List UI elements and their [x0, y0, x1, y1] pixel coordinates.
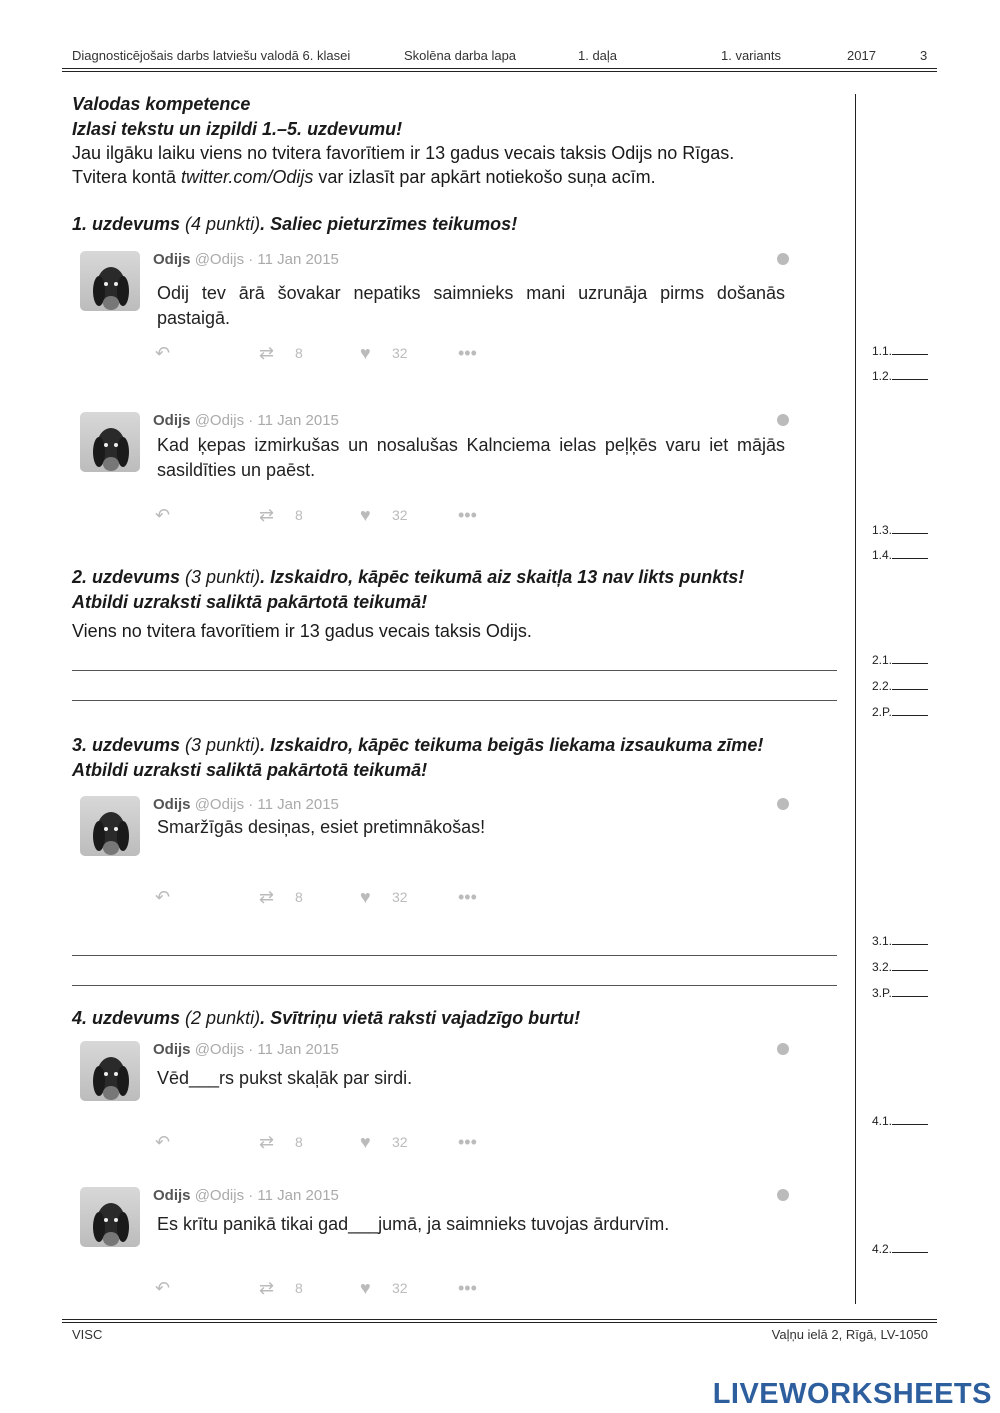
header-variant: 1. variants [721, 48, 781, 63]
heart-icon[interactable]: ♥ [360, 1278, 371, 1298]
answer-line[interactable] [72, 700, 837, 701]
globe-icon [777, 798, 789, 810]
tweet-header [153, 1041, 339, 1058]
retweet-count: 8 [295, 1134, 303, 1150]
reply-icon[interactable]: ↶ [155, 887, 171, 907]
tweet-text: Odij tev ārā šovakar nepatiks saimnieks mani uzrunāja pirms došanās pastaigā. [157, 283, 785, 328]
dog-avatar [80, 251, 140, 311]
globe-icon [777, 414, 789, 426]
intro-line-2-a: Tvitera kontā [72, 167, 182, 187]
retweet-count: 8 [295, 507, 303, 523]
score-field[interactable] [872, 522, 928, 537]
retweet-count: 8 [295, 345, 303, 361]
globe-icon [777, 1189, 789, 1201]
intro-line-2-b: var izlasīt par apkārt notiekošo suņa acīm. [313, 167, 656, 187]
score-field[interactable] [872, 959, 928, 974]
task-1-text: . Saliec pieturzīmes teikumos! [260, 214, 518, 234]
like-count: 32 [392, 889, 408, 905]
tweet-text: Kad ķepas izmirkušas un nosalušas Kalnciema ielas peļķēs varu iet mājās sasildīties un paēst. [157, 435, 785, 480]
task-4-title [72, 1008, 580, 1029]
score-field[interactable] [872, 985, 928, 1000]
tweet-header [153, 1187, 339, 1204]
dog-avatar [80, 796, 140, 856]
answer-line[interactable] [72, 985, 837, 986]
tweet-header [153, 796, 339, 813]
intro-line-2 [72, 167, 656, 188]
header-rule [62, 68, 937, 69]
header-year: 2017 [847, 48, 876, 63]
task-1-points: (4 punkti) [180, 214, 261, 234]
reply-icon[interactable]: ↶ [155, 505, 171, 525]
retweet-count: 8 [295, 1280, 303, 1296]
score-label: 4.2. [872, 1242, 893, 1256]
header-part: 1. daļa [578, 48, 618, 63]
section-heading: Valodas kompetence [72, 94, 251, 114]
tweet-header [153, 412, 339, 429]
tweet-handle[interactable]: @Odijs [194, 1187, 245, 1204]
more-icon[interactable]: ••• [458, 343, 477, 363]
header-title: Diagnosticējošais darbs latviešu valodā 6. klasei [72, 48, 351, 63]
like-count: 32 [392, 1134, 408, 1150]
task-4-num: 4. uzdevums [72, 1008, 181, 1028]
intro-line-1: Jau ilgāku laiku viens no tvitera favorītiem ir 13 gadus vecais taksis Odijs no Rīgas. [72, 143, 735, 163]
tweet-handle[interactable]: @Odijs [194, 412, 245, 429]
liveworksheets-logo[interactable]: LIVEWORKSHEETS [712, 1378, 992, 1410]
task-1-title [72, 214, 517, 235]
score-field[interactable] [872, 1113, 928, 1128]
score-field[interactable] [872, 1241, 928, 1256]
retweet-icon[interactable]: ⇄ [259, 887, 275, 907]
score-field[interactable] [872, 933, 928, 948]
like-count: 32 [392, 345, 408, 361]
tweet-handle[interactable]: @Odijs [194, 796, 245, 813]
tweet-author[interactable]: Odijs [153, 412, 191, 429]
reply-icon[interactable]: ↶ [155, 1278, 171, 1298]
score-field[interactable] [872, 678, 928, 693]
like-count: 32 [392, 507, 408, 523]
task-3-num: 3. uzdevums [72, 735, 181, 755]
globe-icon [777, 1043, 789, 1055]
twitter-link[interactable]: twitter.com/Odijs [181, 167, 314, 187]
dog-avatar [80, 412, 140, 472]
task-2-text2: Atbildi uzraksti saliktā pakārtotā teikumā! [72, 592, 428, 612]
score-field[interactable] [872, 547, 928, 562]
tweet-text: Vēd___rs pukst skaļāk par sirdi. [157, 1068, 413, 1088]
task-2-sentence: Viens no tvitera favorītiem ir 13 gadus vecais taksis Odijs. [72, 621, 532, 641]
task-2-text: . Izskaidro, kāpēc teikumā aiz skaitļa 13 nav likts punkts! [260, 567, 745, 587]
instruction: Izlasi tekstu un izpildi 1.–5. uzdevumu! [72, 119, 403, 139]
retweet-icon[interactable]: ⇄ [259, 1132, 275, 1152]
task-3-title [72, 735, 763, 756]
reply-icon[interactable]: ↶ [155, 1132, 171, 1152]
header-doc-type: Skolēna darba lapa [404, 48, 517, 63]
retweet-icon[interactable]: ⇄ [259, 505, 275, 525]
tweet-handle[interactable]: @Odijs [194, 251, 245, 268]
dog-avatar [80, 1041, 140, 1101]
more-icon[interactable]: ••• [458, 505, 477, 525]
heart-icon[interactable]: ♥ [360, 887, 371, 907]
task-2-title [72, 567, 744, 588]
header-page-number: 3 [920, 48, 928, 63]
tweet-date: · 11 Jan 2015 [244, 1041, 339, 1058]
header-rule-2 [62, 71, 937, 72]
score-label: 4.1. [872, 1114, 893, 1128]
task-4-points: (2 punkti) [180, 1008, 261, 1028]
answer-line[interactable] [72, 670, 837, 671]
retweet-icon[interactable]: ⇄ [259, 1278, 275, 1298]
tweet-text: Es krītu panikā tikai gad___jumā, ja saimnieks tuvojas ārdurvīm. [157, 1214, 670, 1234]
task-2-subtitle [72, 592, 427, 613]
score-label: 1.3. [872, 523, 893, 537]
score-field[interactable] [872, 343, 928, 358]
tweet-text: Smaržīgās desiņas, esiet pretimnākošas! [157, 817, 486, 837]
score-label: 1.2. [872, 369, 893, 383]
score-label: 1.4. [872, 548, 893, 562]
reply-icon[interactable]: ↶ [155, 343, 171, 363]
tweet-date: · 11 Jan 2015 [244, 1187, 339, 1204]
score-label: 1.1. [872, 344, 893, 358]
score-label: 2.2. [872, 679, 893, 693]
dog-avatar [80, 1187, 140, 1247]
globe-icon [777, 253, 789, 265]
tweet-date: · 11 Jan 2015 [244, 796, 339, 813]
score-label: 3.P. [872, 986, 892, 1000]
heart-icon[interactable]: ♥ [360, 1132, 371, 1152]
task-3-text: . Izskaidro, kāpēc teikuma beigās liekama izsaukuma zīme! [260, 735, 764, 755]
task-3-text2: Atbildi uzraksti saliktā pakārtotā teikumā! [72, 760, 428, 780]
heart-icon[interactable]: ♥ [360, 505, 371, 525]
score-label: 2.P. [872, 705, 892, 719]
task-3-points: (3 punkti) [180, 735, 261, 755]
tweet-author[interactable]: Odijs [153, 251, 191, 268]
tweet-header [153, 251, 339, 268]
score-field[interactable] [872, 704, 928, 719]
task-1-num: 1. uzdevums [72, 214, 181, 234]
score-field[interactable] [872, 652, 928, 667]
score-column-divider [855, 94, 856, 1304]
score-label: 3.1. [872, 934, 893, 948]
more-icon[interactable]: ••• [458, 1278, 477, 1298]
tweet-date: · 11 Jan 2015 [244, 251, 339, 268]
answer-line[interactable] [72, 955, 837, 956]
footer-rule [62, 1319, 937, 1320]
tweet-author[interactable]: Odijs [153, 1187, 191, 1204]
score-label: 3.2. [872, 960, 893, 974]
footer-rule-2 [62, 1322, 937, 1323]
footer-org: VISC [72, 1327, 103, 1342]
heart-icon[interactable]: ♥ [360, 343, 371, 363]
footer-address: Vaļņu ielā 2, Rīgā, LV-1050 [771, 1327, 928, 1342]
task-2-points: (3 punkti) [180, 567, 261, 587]
score-field[interactable] [872, 368, 928, 383]
more-icon[interactable]: ••• [458, 887, 477, 907]
retweet-icon[interactable]: ⇄ [259, 343, 275, 363]
score-label: 2.1. [872, 653, 893, 667]
task-2-num: 2. uzdevums [72, 567, 181, 587]
task-3-subtitle [72, 760, 427, 781]
tweet-handle[interactable]: @Odijs [194, 1041, 245, 1058]
tweet-author[interactable]: Odijs [153, 1041, 191, 1058]
tweet-author[interactable]: Odijs [153, 796, 191, 813]
tweet-date: · 11 Jan 2015 [244, 412, 339, 429]
like-count: 32 [392, 1280, 408, 1296]
retweet-count: 8 [295, 889, 303, 905]
more-icon[interactable]: ••• [458, 1132, 477, 1152]
task-4-text: . Svītriņu vietā raksti vajadzīgo burtu! [260, 1008, 581, 1028]
